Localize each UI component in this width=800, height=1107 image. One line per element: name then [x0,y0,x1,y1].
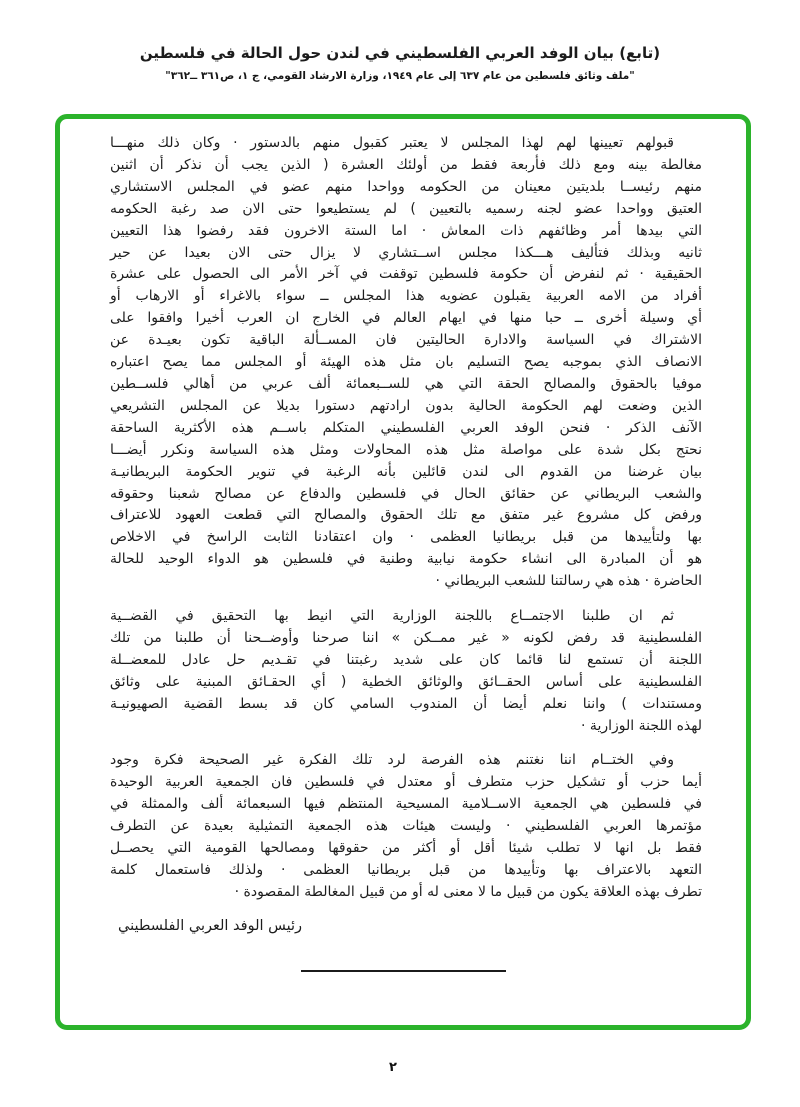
document-title: (تابع) بيان الوفد العربي الفلسطيني في لندن حول الحالة في فلسطين [139,44,661,62]
document-source-citation: "ملف وثائق فلسطين من عام ٦٣٧ إلى عام ١٩٤٩، وزارة الارشاد القومي، ج ١، ص٣٦١ ــ٣٦٢" [165,70,635,82]
text-line: اللجنة أن تستمع لنا قائما كان على شديد رغبتنا في تقـديم حل عادل للمعضــلة [110,651,702,668]
text-line: فقط بل انها لا تطلب شيئا أقل أو أكثر من حقوقها ومصالحها القومية التي يحصــل [110,840,702,857]
text-line: أفراد من الامه العربية يقبلون عضويه هذا المجلس ــ سواء بالاغراء أو الارهاب أو [110,288,702,305]
text-line: قبولهم تعيينها لهم لهذا المجلس لا يعتبر كقبول منهم بالدستور · وكان ذلك منهـــا [110,135,674,151]
text-line: نحتج بكل شدة على مواصلة مثل هذه المحاولات ومثل هذه السياسة ونكرر أيضـــا [110,441,702,458]
text-line: الحاضرة · هذه هي رسالتنا للشعب البريطاني · [435,573,702,590]
text-line: موفيا بالحقوق والمصالح الحقة التي هي للســبعمائة ألف عربي من أهالي فلســطين [110,375,702,392]
document-header [0,44,800,82]
document-body [60,119,746,904]
text-line: ومستندات ) واننا نعلم أيضا أن المندوب السامي كان قد بسط القضية الصهيونيـة [110,695,702,712]
text-line: الفلسطينية على أساس الحقــائق والوثائق الخطية ( أي الحقـائق المبنية على وثائق [110,673,702,690]
text-line: أي وسيلة أخرى ــ حبا منها في ايهام العالم في الخارج ان العرب أخيرا وافقوا على [110,310,702,327]
text-line: التي بيدها أمر وظائفهم ذات المعاش · اما الستة الاخرون فقد رفضوا هذا التعيين [110,222,702,239]
text-line: ثانيه وبذلك فتأليف هـــكذا مجلس اســتشاري لا يزال حتى الان بعيدا عن حير [110,244,702,261]
text-line: تطرف بهذه العلاقة يكون من قبيل ما لا معنى له أو من قبيل المغالطة المقصودة · [234,883,702,900]
text-line: بها ولتأييدها من قبل بريطانيا العظمى · وان اعتقادنا الثابت الراسخ في الاخلاص [110,529,702,546]
text-line: هو أن المبادرة الى انشاء حكومة نيابية وطنية في فلسطين هو الدواء الوحيد للحالة [110,551,702,568]
paragraph [110,750,702,903]
paragraph [110,133,702,593]
text-line: الفلسطينية قد رفض لكونه « غير ممــكن » اننا صرحنا وأوضــحنا أن طلبنا من تلك [110,629,702,646]
text-line: الحقيقية · ثم لنفرض أن حكومة فلسطين توقفت في آخر الأمر الى الحصول على عشرة [110,266,702,283]
text-line: مؤتمرها العربي الفلسطيني · وليست هيئات هذه الجمعية التمثيلية بعيدة عن التطرف [110,818,702,835]
text-line: في فلسطين هي الجمعية الاســلامية المسيحية المنتظم فيها السبعمائة ألف والممثلة في [110,796,702,813]
text-line: مغالطة بينه ومع ذلك فأربعة فقط من أولئك العشرة ( الذين يجب أن نذكر أن اثنين [110,156,702,173]
text-line: ورفض كل مشروع غير متفق مع تلك الحقوق والمصالح التي قطعت العهود للاعتراف [110,507,702,524]
highlight-frame [55,114,751,1030]
text-line: الآنف الذكر · فنحن الوفد العربي الفلسطيني المتكلم باســم هذه الأكثرية الساحقة [110,419,702,436]
text-line: لهذه اللجنة الوزارية · [581,717,702,734]
footer-divider [301,970,506,972]
text-line: والشعب البريطاني عن حقائق الحال في فلسطين والدفاع عن مصالح شعبنا وحقوقه [110,485,702,502]
text-line: الذين وضعت لهم الحكومة الحالية بدون ارادتهم دستورا بديلا عن المجلس التشريعي [110,397,702,414]
text-line: وفي الختــام اننا نغتنم هذه الفرصة لرد تلك الفكرة غير الصحيحة فكرة وجود [110,752,674,769]
text-line: منهم رئيســا بلديتين معينان من الحكومه وواحدا منهم عضو في المجلس الاستشاري [110,178,702,195]
signature-line: رئيس الوفد العربي الفلسطيني [118,917,303,934]
text-line: أيما حزب أو تشكيل حزب متطرف أو معتدل في فلسطين فان الجمعية العربية الوحيدة [110,774,702,791]
paragraph [110,606,702,737]
text-line: العتيق وواحدا عضو لجنه رسميه بالتعيين ) لم يستطيعوا حتى الان صد رغبة الحكومه [110,200,702,217]
text-line: ثم ان طلبنا الاجتمــاع باللجنة الوزارية التي انيط بها التحقيق في القضــية [110,608,674,625]
page-number: ٢ [389,1060,397,1075]
text-line: الانصاف الذي بموجبه يصح التسليم بان مثل هذه الهيئة أو المجلس مما يصح اعتباره [110,354,702,371]
text-line: التعهد بالاعتراف بها وتأييدها من قبل بريطانيا العظمى · ولذلك فاستعمال كلمة [110,862,702,878]
text-line: بيان غرضنا من القدوم الى لندن قائلين بأنه الرغبة في تنوير الحكومة البريطانيـة [110,463,702,480]
text-line: الاشتراك في السياسة والادارة الحاليتين فان المســألة الباقية تكون بعيـدة عن [110,332,702,349]
